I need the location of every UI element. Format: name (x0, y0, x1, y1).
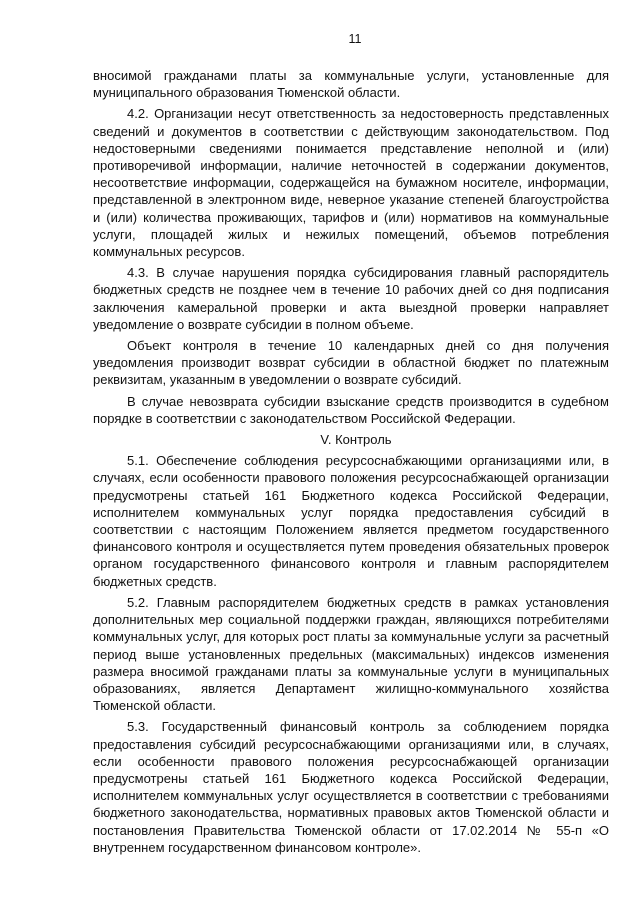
paragraph-court-recovery: В случае невозврата субсидии взыскание средств производится в судебном порядке в соответствии с законодательством Российской Федерации. (93, 393, 609, 426)
paragraph-5-1: 5.1. Обеспечение соблюдения ресурсоснабжающими организациями или, в случаях, если особенности правового положения ресурсоснабжающей организации предусмотрены статьей 161 Бюджетного кодекса Российской Федерации, исполнителем коммунальных услуг порядка предоставления субсидий в соответствии с настоящим Положением является предметом государственного финансового контроля и осуществляется путем проведения обязательных проверок органом государственного финансового контроля и главным распорядителем бюджетных средств. (93, 453, 609, 589)
paragraph-refund-term: Объект контроля в течение 10 календарных дней со дня получения уведомления производит возврат субсидии в областной бюджет по платежным реквизитам, указанным в уведомлении о возврате субсидий. (93, 338, 609, 388)
paragraph-4-3: 4.3. В случае нарушения порядка субсидирования главный распорядитель бюджетных средств не позднее чем в течение 10 рабочих дней со дня подписания заключения камеральной проверки и акта выездной проверки направляет уведомление о возврате субсидии в полном объеме. (93, 265, 609, 332)
section-heading-control: V. Контроль (320, 432, 392, 448)
paragraph-continuation: вносимой гражданами платы за коммунальные услуги, установленные для муниципального образования Тюменской области. (93, 68, 609, 101)
paragraph-4-2: 4.2. Организации несут ответственность за недостоверность представленных сведений и документов в соответствии с действующим законодательством. Под недостоверными сведениями понимается представление неполной и (или) противоречивой информации, наличие неточностей в содержании документов, несоответствие информации, содержащейся на бумажном носителе, информации, представленной в электронном виде, неверное указание степеней благоустройства и (или) количества проживающих, тарифов и (или) нормативов на коммунальные услуги, площадей жилых и нежилых помещений, объемов потребления коммунальных ресурсов. (93, 106, 609, 260)
paragraph-5-3: 5.3. Государственный финансовый контроль за соблюдением порядка предоставления субсидий ресурсоснабжающими организациями или, в случаях, если особенности правового положения ресурсоснабжающей организации предусмотрены статьей 161 Бюджетного кодекса Российской Федерации, исполнителем коммунальных услуг осуществляется в соответствии с требованиями бюджетного законодательства, нормативных правовых актов Тюменской области и постановления Правительства Тюменской области от 17.02.2014 № 55-п «О внутреннем государственном финансовом контроле». (93, 719, 609, 855)
paragraph-5-2: 5.2. Главным распорядителем бюджетных средств в рамках установления дополнительных мер социальной поддержки граждан, являющихся потребителями коммунальных услуг, для которых рост платы за коммунальные услуги за расчетный период выше установленных предельных (максимальных) индексов изменения размера вносимой гражданами платы за коммунальные услуги в муниципальных образованиях, является Департамент жилищно-коммунального хозяйства Тюменской области. (93, 594, 609, 714)
page-number: 11 (348, 32, 362, 46)
